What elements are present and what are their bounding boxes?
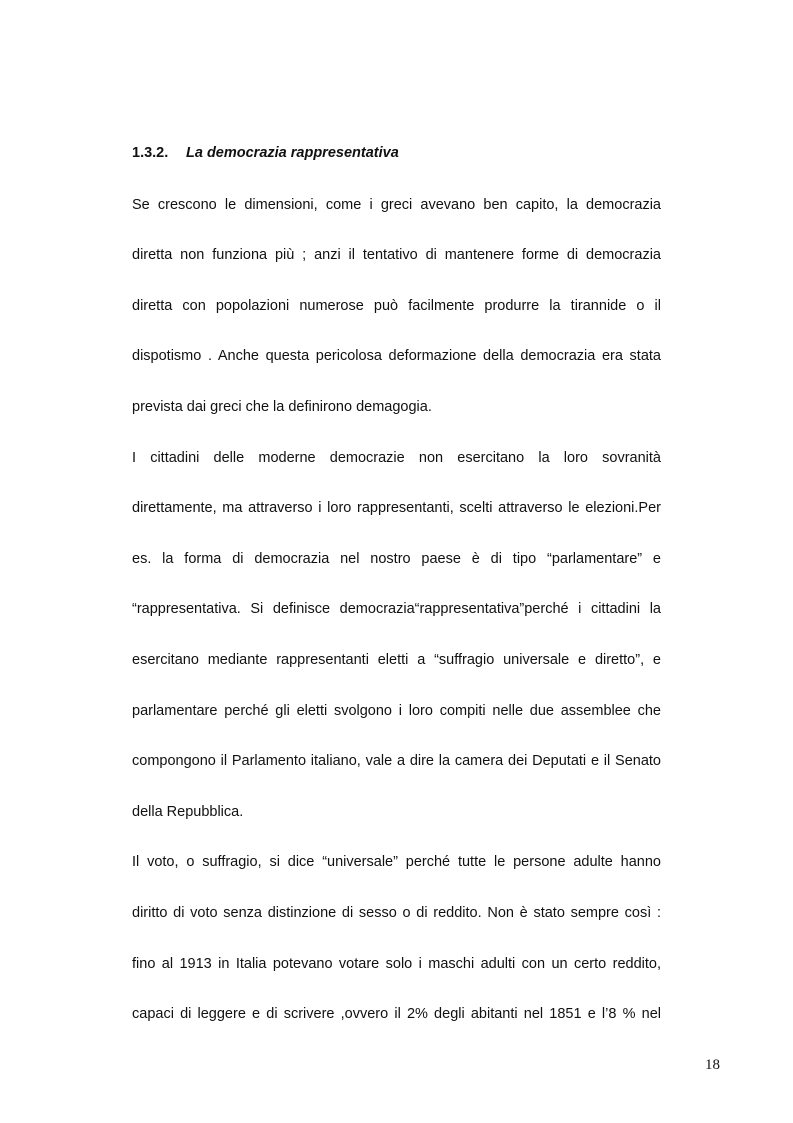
text-line: prevista dai greci che la definirono demagogia. <box>132 399 432 415</box>
text-line: Il voto, o suffragio, si dice “universale” perché tutte le persone adulte hanno <box>132 854 661 870</box>
text-line: fino al 1913 in Italia potevano votare solo i maschi adulti con un certo reddito, <box>132 956 661 972</box>
section-heading <box>132 145 399 161</box>
page-number: 18 <box>705 1057 720 1073</box>
text-line: dispotismo . Anche questa pericolosa deformazione della democrazia era stata <box>132 348 661 364</box>
text-line: I cittadini delle moderne democrazie non esercitano la loro sovranità <box>132 450 661 466</box>
section-number: 1.3.2. <box>132 145 169 161</box>
text-line: diritto di voto senza distinzione di sesso o di reddito. Non è stato sempre così : <box>132 905 661 921</box>
text-line: della Repubblica. <box>132 804 244 820</box>
text-line: diretta con popolazioni numerose può facilmente produrre la tirannide o il <box>132 298 661 314</box>
section-title: La democrazia rappresentativa <box>186 145 399 161</box>
text-line: “rappresentativa. Si definisce democrazia“rappresentativa”perché i cittadini la <box>132 601 661 617</box>
text-line: compongono il Parlamento italiano, vale a dire la camera dei Deputati e il Senato <box>132 753 661 769</box>
text-line: esercitano mediante rappresentanti eletti a “suffragio universale e diretto”, e <box>132 652 661 668</box>
text-line: es. la forma di democrazia nel nostro paese è di tipo “parlamentare” e <box>132 551 661 567</box>
text-line: diretta non funziona più ; anzi il tentativo di mantenere forme di democrazia <box>132 247 661 263</box>
text-line: Se crescono le dimensioni, come i greci avevano ben capito, la democrazia <box>132 197 661 213</box>
text-line: direttamente, ma attraverso i loro rappresentanti, scelti attraverso le elezioni.Per <box>132 500 661 516</box>
text-line: parlamentare perché gli eletti svolgono i loro compiti nelle due assemblee che <box>132 703 661 719</box>
text-line: capaci di leggere e di scrivere ,ovvero il 2% degli abitanti nel 1851 e l’8 % nel <box>132 1006 661 1022</box>
